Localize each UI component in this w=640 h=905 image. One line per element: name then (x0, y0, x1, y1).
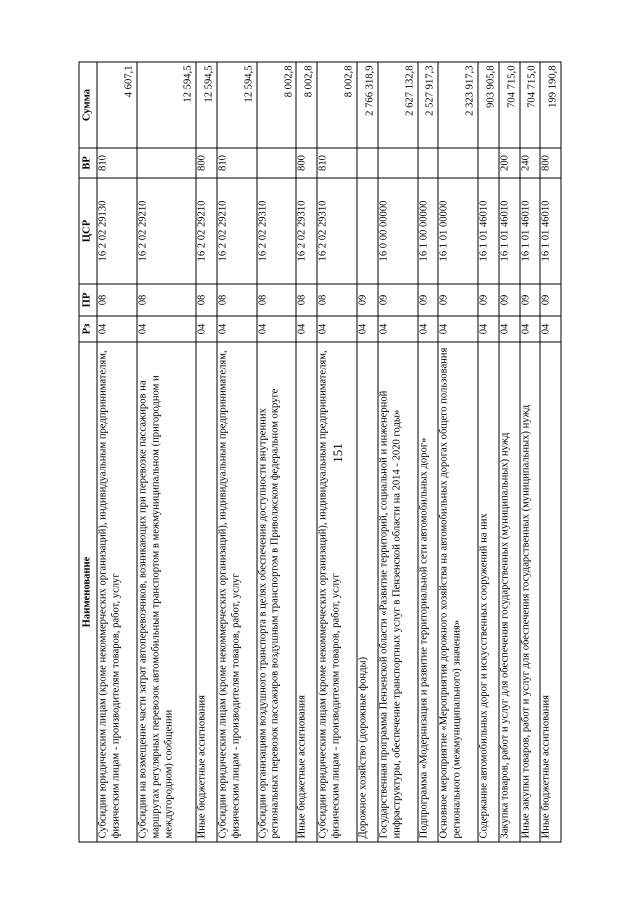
cell-sum: 8 002,8 (296, 62, 317, 148)
cell-pr: 09 (378, 284, 418, 316)
table-row (257, 62, 297, 842)
cell-csr: 16 1 01 46010 (478, 178, 499, 284)
cell-csr: 16 1 01 46010 (540, 178, 561, 284)
cell-vr (357, 148, 378, 178)
cell-pr: 09 (418, 284, 439, 316)
cell-pr: 08 (217, 284, 257, 316)
header-sum: Сумма (79, 62, 97, 148)
cell-csr: 16 1 01 46010 (499, 178, 520, 284)
cell-vr (137, 148, 196, 178)
cell-sum: 704 715,0 (520, 62, 541, 148)
cell-rz: 04 (296, 316, 317, 342)
table-row (499, 62, 520, 842)
cell-vr: 810 (97, 148, 137, 178)
cell-rz: 04 (317, 316, 357, 342)
cell-vr (478, 148, 499, 178)
cell-csr: 16 0 00 00000 (378, 178, 418, 284)
cell-name: Государственная программа Пензенской области «Развитие территорий, социальной и инженерной инфраструктуры, обеспечение транспортных услуг в Пензенской области на 2014 - 2020 годы» (378, 342, 418, 842)
budget-table (79, 62, 562, 843)
cell-vr: 810 (217, 148, 257, 178)
table-row (137, 62, 196, 842)
cell-sum: 2 766 318,9 (357, 62, 378, 148)
cell-name: Субсидии организациям воздушного транспорта в целях обеспечения доступности внутренних региональных перевозок пассажиров воздушным транспортом в Приволжском федеральном округе (257, 342, 297, 842)
cell-csr: 16 2 02 29210 (137, 178, 196, 284)
cell-pr: 08 (257, 284, 297, 316)
cell-name: Субсидии на возмещение части затрат автоперевозчиков, возникающих при перевозке пассажиров на маршрутах регулярных перевозок автомобильным транспортом в межмуниципальном (пригородном и междугородном) сообщении (137, 342, 196, 842)
cell-vr (257, 148, 297, 178)
cell-rz: 04 (520, 316, 541, 342)
cell-sum: 8 002,8 (257, 62, 297, 148)
cell-name: Закупка товаров, работ и услуг для обеспечения государственных (муниципальных) нужд (499, 342, 520, 842)
cell-name: Иные бюджетные ассигнования (196, 342, 217, 842)
table-row (317, 62, 357, 842)
cell-rz: 04 (499, 316, 520, 342)
cell-csr: 16 2 02 29310 (317, 178, 357, 284)
cell-name: Основное мероприятие «Мероприятия дорожного хозяйства на автомобильных дорогах общего пользования регионального (межмуниципального) значения» (438, 342, 478, 842)
cell-vr: 240 (520, 148, 541, 178)
cell-vr: 800 (540, 148, 561, 178)
cell-sum: 2 323 917,3 (438, 62, 478, 148)
table-row (357, 62, 378, 842)
table-row (97, 62, 137, 842)
cell-rz: 04 (217, 316, 257, 342)
cell-name: Подпрограмма «Модернизация и развитие территориальной сети автомобильных дорог» (418, 342, 439, 842)
cell-name: Дорожное хозяйство (дорожные фонды) (357, 342, 378, 842)
cell-rz: 04 (378, 316, 418, 342)
cell-name: Субсидии юридическим лицам (кроме некоммерческих организаций), индивидуальным предпринимателям, физическим лицам - производителям товаров, работ, услуг (97, 342, 137, 842)
page-number: 151 (330, 442, 345, 463)
cell-pr: 08 (137, 284, 196, 316)
cell-vr: 800 (196, 148, 217, 178)
cell-csr: 16 2 02 29210 (196, 178, 217, 284)
cell-rz: 04 (357, 316, 378, 342)
cell-rz: 04 (418, 316, 439, 342)
cell-rz: 04 (137, 316, 196, 342)
cell-csr: 16 1 01 00000 (438, 178, 478, 284)
cell-vr: 810 (317, 148, 357, 178)
cell-sum: 199 190,8 (540, 62, 561, 148)
header-vr: ВР (79, 148, 97, 178)
cell-name: Иные бюджетные ассигнования (540, 342, 561, 842)
cell-name: Иные бюджетные ассигнования (296, 342, 317, 842)
cell-vr (378, 148, 418, 178)
table-row (418, 62, 439, 842)
cell-pr: 09 (438, 284, 478, 316)
cell-rz: 04 (196, 316, 217, 342)
cell-vr: 200 (499, 148, 520, 178)
table-row (217, 62, 257, 842)
cell-vr (438, 148, 478, 178)
cell-vr: 800 (296, 148, 317, 178)
cell-pr: 09 (540, 284, 561, 316)
cell-sum: 4 607,1 (97, 62, 137, 148)
table-row (378, 62, 418, 842)
table-row (438, 62, 478, 842)
cell-pr: 08 (296, 284, 317, 316)
cell-csr: 16 1 00 00000 (418, 178, 439, 284)
cell-csr: 16 2 02 29310 (257, 178, 297, 284)
cell-pr: 08 (97, 284, 137, 316)
cell-pr: 09 (499, 284, 520, 316)
cell-sum: 704 715,0 (499, 62, 520, 148)
cell-rz: 04 (540, 316, 561, 342)
cell-sum: 903 905,8 (478, 62, 499, 148)
cell-csr: 16 1 01 46010 (520, 178, 541, 284)
table-header-row (79, 62, 97, 842)
cell-sum: 2 627 132,8 (378, 62, 418, 148)
table-row (540, 62, 561, 842)
cell-pr: 09 (520, 284, 541, 316)
cell-sum: 8 002,8 (317, 62, 357, 148)
cell-pr: 08 (317, 284, 357, 316)
cell-csr: 16 2 02 29210 (217, 178, 257, 284)
cell-pr: 09 (478, 284, 499, 316)
header-name: Наименование (79, 342, 97, 842)
cell-sum: 12 594,5 (196, 62, 217, 148)
cell-sum: 12 594,5 (217, 62, 257, 148)
cell-name: Иные закупки товаров, работ и услуг для обеспечения государственных (муниципальных) нужд (520, 342, 541, 842)
cell-name: Субсидии юридическим лицам (кроме некоммерческих организаций), индивидуальным предпринимателям, физическим лицам - производителям товаров, работ, услуг (217, 342, 257, 842)
cell-sum: 12 594,5 (137, 62, 196, 148)
cell-name: Субсидии юридическим лицам (кроме некоммерческих организаций), индивидуальным предпринимателям, физическим лицам - производителям товаров, работ, услуг (317, 342, 357, 842)
cell-name: Содержание автомобильных дорог и искусственных сооружений на них (478, 342, 499, 842)
table-row (520, 62, 541, 842)
cell-csr (357, 178, 378, 284)
cell-rz: 04 (257, 316, 297, 342)
cell-csr: 16 2 02 29310 (296, 178, 317, 284)
header-rz: Рз (79, 316, 97, 342)
header-pr: ПР (79, 284, 97, 316)
cell-pr: 08 (196, 284, 217, 316)
cell-vr (418, 148, 439, 178)
table-row (296, 62, 317, 842)
header-csr: ЦСР (79, 178, 97, 284)
table-row (196, 62, 217, 842)
cell-sum: 2 527 917,3 (418, 62, 439, 148)
cell-rz: 04 (478, 316, 499, 342)
cell-csr: 16 2 02 29130 (97, 178, 137, 284)
cell-rz: 04 (97, 316, 137, 342)
cell-pr: 09 (357, 284, 378, 316)
cell-rz: 04 (438, 316, 478, 342)
table-row (478, 62, 499, 842)
rotated-page-content (79, 63, 562, 843)
